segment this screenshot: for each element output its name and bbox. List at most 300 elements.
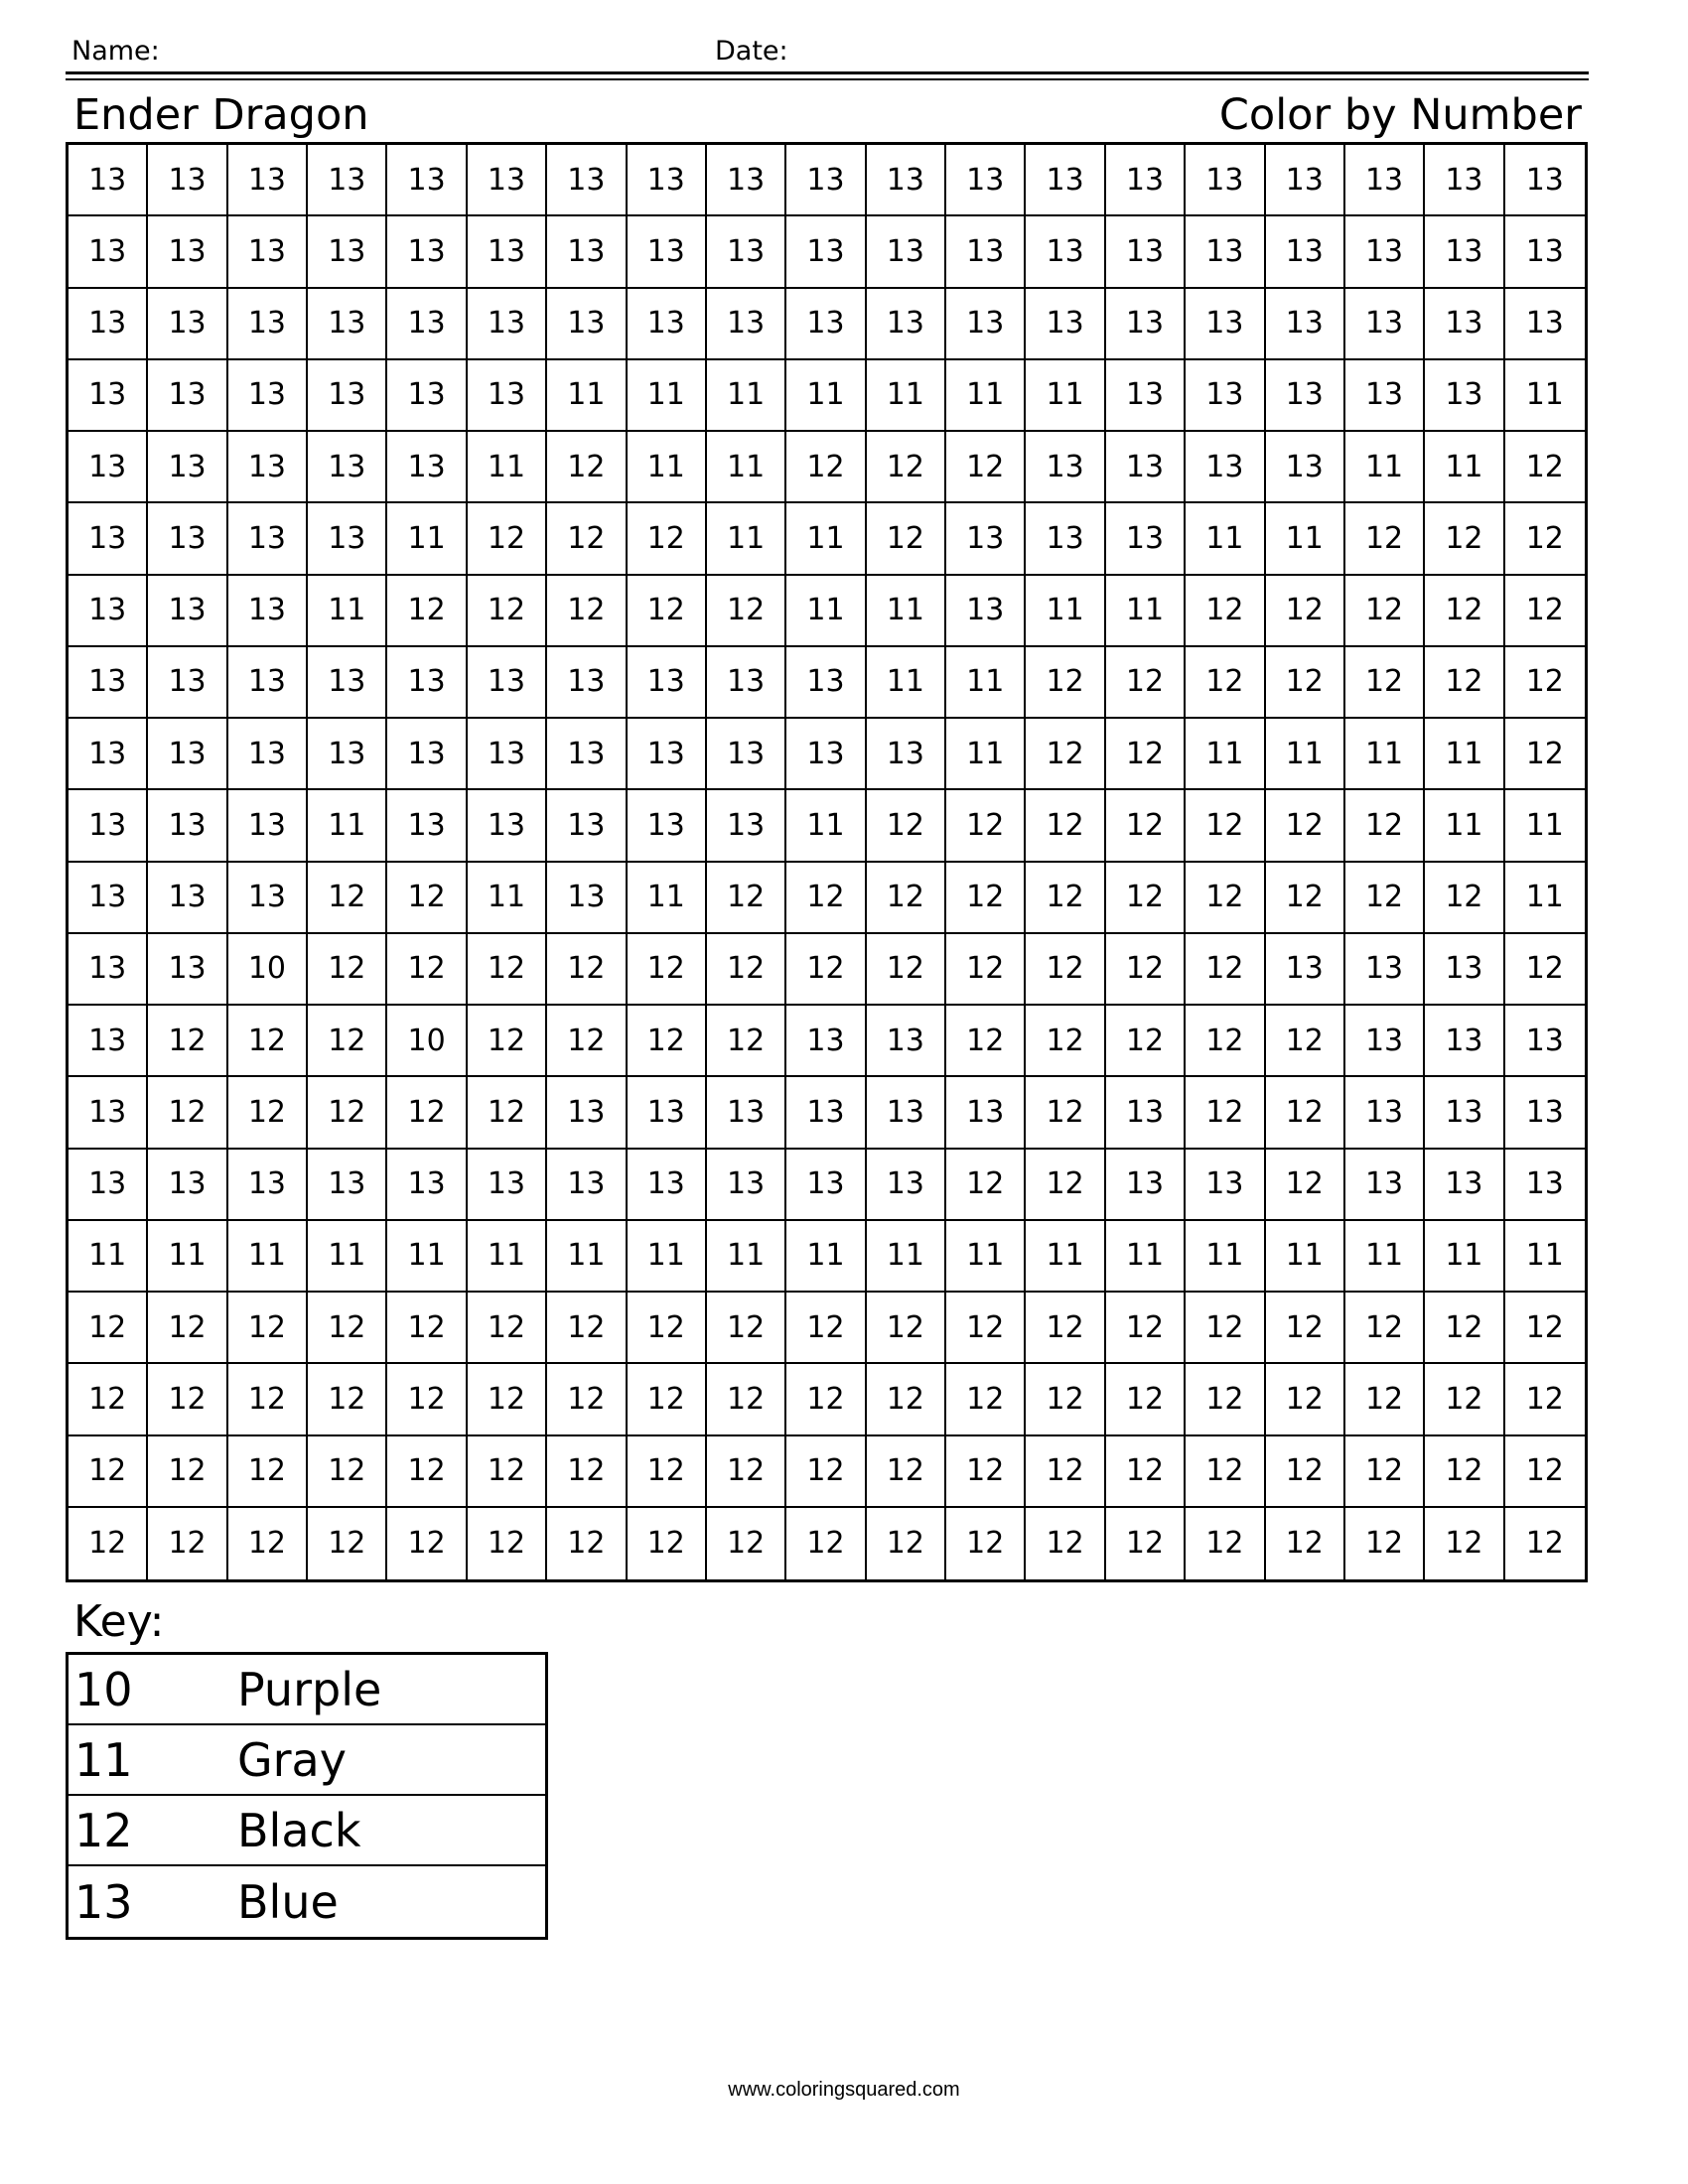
grid-cell: 13 <box>1505 1006 1585 1077</box>
grid-cell: 12 <box>707 1293 786 1364</box>
grid-cell: 13 <box>1425 360 1504 432</box>
grid-cell: 13 <box>69 145 148 216</box>
grid-cell: 12 <box>867 934 946 1006</box>
grid-cell: 12 <box>308 934 387 1006</box>
grid-cell: 13 <box>547 289 627 360</box>
grid-cell: 12 <box>786 1508 866 1579</box>
grid-cell: 12 <box>228 1077 308 1149</box>
grid-cell: 13 <box>468 145 547 216</box>
grid-cell: 11 <box>547 1221 627 1293</box>
grid-cell: 12 <box>867 863 946 934</box>
grid-cell: 12 <box>547 576 627 647</box>
grid-cell: 13 <box>1026 503 1105 575</box>
grid-cell: 13 <box>228 216 308 288</box>
key-number: 13 <box>74 1874 133 1929</box>
grid-cell: 12 <box>1345 503 1425 575</box>
grid-cell: 12 <box>1186 790 1265 862</box>
grid-cell: 13 <box>628 1150 707 1221</box>
grid-cell: 13 <box>1186 432 1265 503</box>
grid-cell: 13 <box>69 503 148 575</box>
grid-cell: 13 <box>69 790 148 862</box>
grid-cell: 12 <box>946 863 1026 934</box>
grid-cell: 12 <box>1425 576 1504 647</box>
grid-cell: 13 <box>228 360 308 432</box>
grid-cell: 12 <box>1345 1508 1425 1579</box>
grid-cell: 12 <box>946 1508 1026 1579</box>
grid-cell: 13 <box>468 719 547 790</box>
grid-cell: 13 <box>707 647 786 719</box>
grid-cell: 13 <box>148 934 227 1006</box>
grid-cell: 12 <box>1026 1436 1105 1508</box>
grid-cell: 13 <box>1425 1150 1504 1221</box>
grid-cell: 13 <box>228 647 308 719</box>
grid-cell: 11 <box>1505 790 1585 862</box>
key-row <box>69 1655 545 1725</box>
grid-cell: 12 <box>1106 863 1186 934</box>
grid-cell: 13 <box>946 576 1026 647</box>
grid-cell: 12 <box>1345 576 1425 647</box>
grid-cell: 13 <box>547 216 627 288</box>
grid-cell: 12 <box>628 576 707 647</box>
grid-cell: 11 <box>786 790 866 862</box>
grid-cell: 12 <box>1505 576 1585 647</box>
grid-cell: 12 <box>387 576 467 647</box>
grid-cell: 12 <box>387 1077 467 1149</box>
grid-cell: 12 <box>628 934 707 1006</box>
grid-cell: 11 <box>1266 503 1345 575</box>
grid-cell: 13 <box>1106 145 1186 216</box>
grid-cell: 12 <box>1186 863 1265 934</box>
grid-cell: 12 <box>786 1364 866 1435</box>
grid-cell: 12 <box>1425 1508 1504 1579</box>
grid-cell: 13 <box>1106 503 1186 575</box>
grid-cell: 12 <box>387 1364 467 1435</box>
grid-cell: 13 <box>148 1150 227 1221</box>
key-number: 12 <box>74 1803 133 1857</box>
grid-cell: 12 <box>1266 1436 1345 1508</box>
grid-cell: 13 <box>1266 145 1345 216</box>
grid-cell: 11 <box>308 790 387 862</box>
grid-cell: 13 <box>628 719 707 790</box>
grid-cell: 11 <box>867 360 946 432</box>
grid-cell: 12 <box>1425 1364 1504 1435</box>
grid-cell: 13 <box>69 934 148 1006</box>
grid-cell: 12 <box>308 863 387 934</box>
grid-cell: 12 <box>1425 1293 1504 1364</box>
grid-cell: 13 <box>1026 216 1105 288</box>
grid-cell: 12 <box>1106 790 1186 862</box>
grid-cell: 12 <box>228 1436 308 1508</box>
grid-cell: 13 <box>148 790 227 862</box>
grid-cell: 13 <box>69 647 148 719</box>
grid-cell: 12 <box>1505 1436 1585 1508</box>
grid-cell: 13 <box>148 360 227 432</box>
grid-cell: 11 <box>786 360 866 432</box>
grid-cell: 12 <box>547 1508 627 1579</box>
grid-cell: 13 <box>1505 289 1585 360</box>
grid-cell: 13 <box>1425 1077 1504 1149</box>
grid-cell: 13 <box>148 145 227 216</box>
grid-cell: 12 <box>867 432 946 503</box>
grid-cell: 13 <box>786 289 866 360</box>
grid-cell: 13 <box>148 289 227 360</box>
grid-cell: 13 <box>867 1006 946 1077</box>
grid-cell: 13 <box>628 216 707 288</box>
key-color-name: Gray <box>237 1732 347 1787</box>
grid-cell: 13 <box>1026 289 1105 360</box>
grid-cell: 12 <box>1345 647 1425 719</box>
grid-cell: 13 <box>707 1150 786 1221</box>
grid-cell: 13 <box>946 503 1026 575</box>
grid-cell: 12 <box>707 863 786 934</box>
grid-cell: 12 <box>547 432 627 503</box>
grid-cell: 13 <box>468 216 547 288</box>
grid-cell: 12 <box>1345 863 1425 934</box>
grid-cell: 12 <box>1345 1436 1425 1508</box>
grid-cell: 13 <box>867 289 946 360</box>
grid-cell: 11 <box>1186 503 1265 575</box>
grid-cell: 12 <box>148 1006 227 1077</box>
grid-cell: 12 <box>946 1293 1026 1364</box>
grid-cell: 12 <box>387 1436 467 1508</box>
grid-cell: 12 <box>1026 1006 1105 1077</box>
grid-cell: 13 <box>867 145 946 216</box>
key-number: 11 <box>74 1732 133 1787</box>
grid-cell: 11 <box>707 432 786 503</box>
grid-cell: 12 <box>1525 1526 1564 1562</box>
grid-cell: 11 <box>1266 1221 1345 1293</box>
grid-cell: 11 <box>387 503 467 575</box>
grid-cell: 12 <box>387 1293 467 1364</box>
grid-cell: 13 <box>387 1150 467 1221</box>
grid-cell: 11 <box>1425 432 1504 503</box>
grid-cell: 13 <box>308 289 387 360</box>
grid-cell: 12 <box>468 1508 547 1579</box>
grid-cell: 13 <box>468 790 547 862</box>
grid-cell: 13 <box>547 719 627 790</box>
grid-cell: 12 <box>1505 647 1585 719</box>
grid-cell: 12 <box>69 1436 148 1508</box>
grid-cell: 13 <box>228 432 308 503</box>
grid-cell: 13 <box>1186 145 1265 216</box>
grid-cell: 13 <box>707 145 786 216</box>
grid-cell: 11 <box>1505 1221 1585 1293</box>
grid-cell: 12 <box>1505 719 1585 790</box>
footer-url: www.coloringsquared.com <box>728 2079 960 2101</box>
grid-cell: 13 <box>1026 145 1105 216</box>
grid-cell: 12 <box>1505 934 1585 1006</box>
grid-cell: 12 <box>308 1077 387 1149</box>
grid-cell: 12 <box>1026 647 1105 719</box>
grid-cell: 12 <box>867 1293 946 1364</box>
grid-cell: 13 <box>547 863 627 934</box>
grid-cell: 12 <box>1186 1293 1265 1364</box>
grid-cell: 11 <box>1345 1221 1425 1293</box>
grid-cell: 13 <box>387 432 467 503</box>
grid-cell: 13 <box>1106 1077 1186 1149</box>
grid-cell: 12 <box>1266 576 1345 647</box>
grid-cell: 12 <box>1186 576 1265 647</box>
grid-cell: 13 <box>387 145 467 216</box>
grid-cell: 13 <box>387 360 467 432</box>
grid-cell: 13 <box>946 289 1026 360</box>
grid-cell: 12 <box>628 1364 707 1435</box>
grid-cell: 12 <box>946 934 1026 1006</box>
grid-cell: 11 <box>628 432 707 503</box>
grid-cell: 13 <box>1425 289 1504 360</box>
grid-cell: 11 <box>1266 719 1345 790</box>
grid-cell: 13 <box>308 503 387 575</box>
grid-cell: 13 <box>468 289 547 360</box>
grid-cell: 12 <box>1425 647 1504 719</box>
grid-cell: 13 <box>786 1006 866 1077</box>
grid-cell: 13 <box>867 1077 946 1149</box>
grid-cell: 13 <box>308 1150 387 1221</box>
grid-cell: 11 <box>1026 576 1105 647</box>
grid-cell: 12 <box>867 1436 946 1508</box>
grid-cell: 11 <box>1505 360 1585 432</box>
grid-cell: 12 <box>1026 1364 1105 1435</box>
grid-cell: 12 <box>707 1436 786 1508</box>
grid-cell: 12 <box>1345 790 1425 862</box>
grid-cell: 12 <box>786 432 866 503</box>
grid-cell: 12 <box>1106 647 1186 719</box>
grid-cell: 12 <box>308 1364 387 1435</box>
grid-cell: 13 <box>1425 934 1504 1006</box>
grid-cell: 13 <box>1186 1150 1265 1221</box>
grid-cell: 11 <box>628 1221 707 1293</box>
grid-cell: 12 <box>1266 1077 1345 1149</box>
grid-cell: 12 <box>1186 1436 1265 1508</box>
grid-cell: 12 <box>468 1436 547 1508</box>
grid-cell: 12 <box>946 1364 1026 1435</box>
grid-cell: 13 <box>148 432 227 503</box>
grid-cell: 13 <box>148 719 227 790</box>
grid-cell: 12 <box>1106 1436 1186 1508</box>
key-row <box>69 1725 545 1796</box>
grid-cell: 12 <box>547 1364 627 1435</box>
grid-cell: 13 <box>946 145 1026 216</box>
grid-cell: 12 <box>228 1006 308 1077</box>
grid-cell: 11 <box>786 576 866 647</box>
grid-cell: 13 <box>547 647 627 719</box>
grid-cell: 13 <box>1425 216 1504 288</box>
grid-cell: 13 <box>628 289 707 360</box>
grid-cell: 13 <box>1505 1150 1585 1221</box>
grid-cell: 12 <box>628 503 707 575</box>
title-row <box>70 87 1584 143</box>
grid-cell: 13 <box>468 647 547 719</box>
grid-cell: 12 <box>1026 1508 1105 1579</box>
grid-cell: 12 <box>1106 1508 1186 1579</box>
grid-cell: 13 <box>308 719 387 790</box>
grid-cell: 12 <box>946 1150 1026 1221</box>
grid-cell: 12 <box>1106 934 1186 1006</box>
grid-cell: 13 <box>786 719 866 790</box>
color-key-table <box>66 1652 548 1940</box>
grid-cell: 12 <box>1106 1364 1186 1435</box>
grid-cell: 12 <box>228 1364 308 1435</box>
grid-cell: 12 <box>1425 863 1504 934</box>
grid-cell: 13 <box>1505 216 1585 288</box>
grid-cell: 12 <box>228 1293 308 1364</box>
grid-cell: 13 <box>1266 934 1345 1006</box>
grid-cell: 13 <box>547 145 627 216</box>
grid-cell: 12 <box>1026 719 1105 790</box>
grid-cell: 13 <box>387 647 467 719</box>
grid-cell: 12 <box>1186 647 1265 719</box>
header-row <box>70 32 1589 71</box>
grid-cell: 12 <box>468 1006 547 1077</box>
key-row <box>69 1866 545 1937</box>
grid-cell: 13 <box>228 790 308 862</box>
grid-cell: 13 <box>1266 360 1345 432</box>
grid-cell: 13 <box>228 576 308 647</box>
grid-cell: 12 <box>1505 503 1585 575</box>
grid-cell: 12 <box>69 1364 148 1435</box>
grid-cell: 12 <box>1106 1006 1186 1077</box>
grid-cell: 13 <box>1345 1150 1425 1221</box>
grid-cell: 12 <box>547 1436 627 1508</box>
grid-cell: 11 <box>1106 1221 1186 1293</box>
grid-cell: 12 <box>1266 1293 1345 1364</box>
grid-cell: 13 <box>308 432 387 503</box>
key-row <box>69 1796 545 1866</box>
grid-cell: 13 <box>468 1150 547 1221</box>
grid-cell: 12 <box>1026 1077 1105 1149</box>
grid-cell: 11 <box>228 1221 308 1293</box>
grid-cell: 12 <box>1026 934 1105 1006</box>
grid-cell: 11 <box>148 1221 227 1293</box>
grid-cell: 12 <box>786 863 866 934</box>
grid-cell: 13 <box>786 145 866 216</box>
grid-cell: 12 <box>867 790 946 862</box>
grid-cell: 13 <box>1505 1077 1585 1149</box>
grid-cell: 12 <box>628 1508 707 1579</box>
grid-cell: 13 <box>1345 360 1425 432</box>
grid-cell: 12 <box>1505 1293 1585 1364</box>
grid-cell: 12 <box>1026 1293 1105 1364</box>
grid-cell: 13 <box>1345 289 1425 360</box>
grid-cell: 13 <box>69 360 148 432</box>
grid-cell: 13 <box>228 145 308 216</box>
grid-cell: 13 <box>1425 1006 1504 1077</box>
grid-cell: 13 <box>308 216 387 288</box>
grid-cell: 11 <box>1345 719 1425 790</box>
grid-cell: 12 <box>1186 1006 1265 1077</box>
grid-cell: 11 <box>468 863 547 934</box>
grid-cell: 13 <box>228 1150 308 1221</box>
grid-cell: 12 <box>1345 1364 1425 1435</box>
grid-cell: 13 <box>547 1077 627 1149</box>
grid-cell: 13 <box>628 1077 707 1149</box>
name-label: Name: <box>71 36 160 67</box>
grid-cell: 13 <box>547 790 627 862</box>
grid-cell: 12 <box>148 1436 227 1508</box>
grid-cell: 13 <box>946 1077 1026 1149</box>
grid-cell: 13 <box>228 503 308 575</box>
grid-cell: 13 <box>387 719 467 790</box>
grid-cell: 13 <box>69 1077 148 1149</box>
grid-cell: 12 <box>867 1508 946 1579</box>
grid-cell: 13 <box>387 790 467 862</box>
grid-cell: 12 <box>468 576 547 647</box>
grid-cell: 12 <box>707 1006 786 1077</box>
grid-cell: 11 <box>69 1221 148 1293</box>
grid-cell: 11 <box>707 1221 786 1293</box>
grid-cell: 12 <box>308 1436 387 1508</box>
grid-cell: 13 <box>387 216 467 288</box>
grid-cell: 13 <box>1266 289 1345 360</box>
grid-cell: 13 <box>786 647 866 719</box>
grid-cell: 12 <box>547 1006 627 1077</box>
grid-cell: 12 <box>1106 719 1186 790</box>
grid-cell: 13 <box>1425 145 1504 216</box>
grid-cell: 12 <box>867 503 946 575</box>
grid-cell: 13 <box>1106 360 1186 432</box>
grid-cell: 11 <box>308 576 387 647</box>
grid-cell: 11 <box>786 1221 866 1293</box>
grid-cell: 12 <box>707 576 786 647</box>
grid-cell: 11 <box>946 1221 1026 1293</box>
grid-cell: 11 <box>308 1221 387 1293</box>
grid-cell: 13 <box>946 216 1026 288</box>
grid-cell: 13 <box>69 432 148 503</box>
grid-cell: 13 <box>1266 216 1345 288</box>
grid-cell: 13 <box>69 863 148 934</box>
grid-cell: 13 <box>628 145 707 216</box>
grid-cell: 11 <box>468 432 547 503</box>
grid-cell: 13 <box>1345 1006 1425 1077</box>
grid-cell: 12 <box>228 1508 308 1579</box>
grid-cell: 13 <box>308 145 387 216</box>
grid-cell: 11 <box>628 360 707 432</box>
grid-cell: 11 <box>1026 1221 1105 1293</box>
grid-cell: 13 <box>707 719 786 790</box>
grid-cell: 12 <box>69 1293 148 1364</box>
grid-cell: 13 <box>69 216 148 288</box>
grid-cell: 13 <box>1026 432 1105 503</box>
grid-cell: 12 <box>547 934 627 1006</box>
grid-cell: 12 <box>308 1006 387 1077</box>
grid-cell: 13 <box>1186 216 1265 288</box>
grid-cell: 11 <box>1425 719 1504 790</box>
grid-cell: 13 <box>69 289 148 360</box>
grid-cell: 12 <box>1425 503 1504 575</box>
grid-cell: 11 <box>1505 863 1585 934</box>
grid-cell: 12 <box>468 1364 547 1435</box>
grid-cell: 12 <box>468 1293 547 1364</box>
grid-cell: 12 <box>387 934 467 1006</box>
grid-cell: 10 <box>228 934 308 1006</box>
grid-cell: 11 <box>1026 360 1105 432</box>
grid-cell: 11 <box>946 719 1026 790</box>
grid-cell: 13 <box>1505 145 1585 216</box>
grid-cell: 10 <box>387 1006 467 1077</box>
key-number: 10 <box>74 1662 133 1716</box>
grid-cell: 13 <box>228 719 308 790</box>
grid-cell: 11 <box>1425 1221 1504 1293</box>
grid-cell: 13 <box>468 360 547 432</box>
grid-cell: 13 <box>1186 289 1265 360</box>
grid-cell: 12 <box>867 1364 946 1435</box>
grid-cell: 11 <box>387 1221 467 1293</box>
grid-cell: 12 <box>1186 1077 1265 1149</box>
grid-cell: 12 <box>1266 863 1345 934</box>
worksheet-subtitle: Color by Number <box>1218 90 1582 140</box>
grid-cell: 12 <box>1266 1364 1345 1435</box>
grid-cell: 12 <box>308 1293 387 1364</box>
